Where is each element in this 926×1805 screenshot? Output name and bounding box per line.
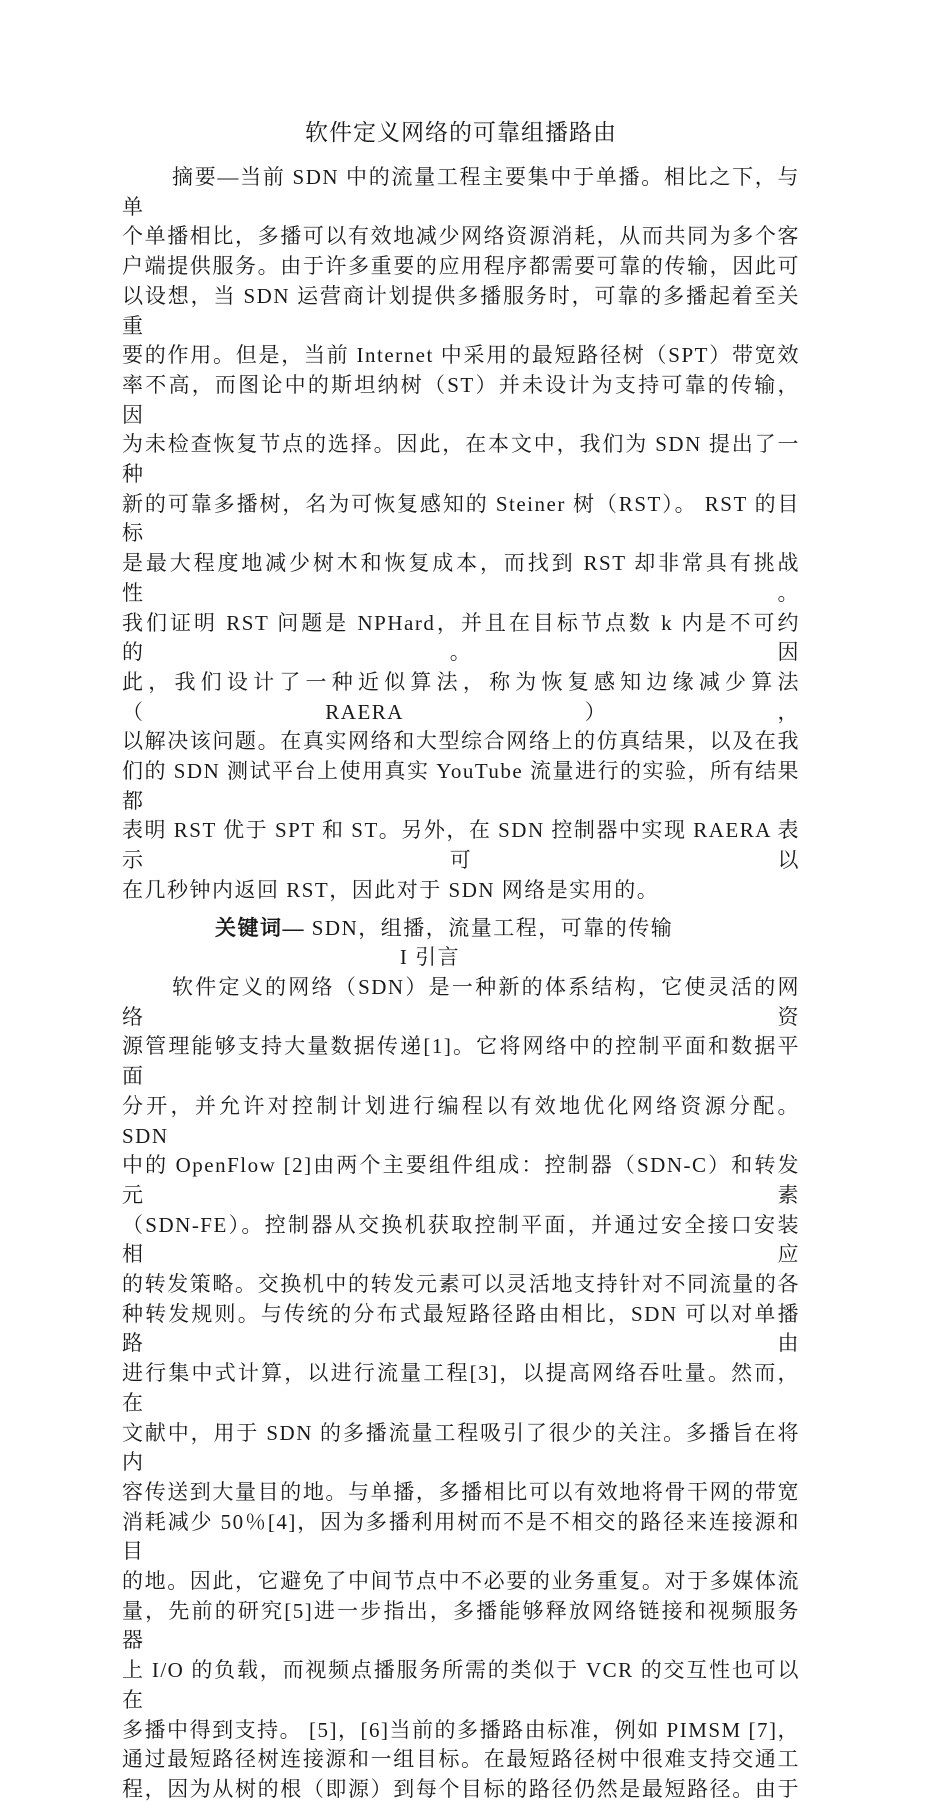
text-line: 此，我们设计了一种近似算法，称为恢复感知边缘减少算法（RAERA）， [122, 669, 800, 724]
text-line: 要的作用。但是，当前 Internet 中采用的最短路径树（SPT）带宽效 [122, 343, 800, 368]
text-line: 通过最短路径树连接源和一组目标。在最短路径树中很难支持交通工 [122, 1747, 800, 1772]
keywords-text: SDN，组播，流量工程，可靠的传输 [305, 915, 674, 940]
text-line: 以设想，当 SDN 运营商计划提供多播服务时，可靠的多播起着至关重 [122, 283, 800, 338]
text-line: 量，先前的研究[5]进一步指出，多播能够释放网络链接和视频服务器 [122, 1598, 800, 1653]
text-line: （SDN-FE）。控制器从交换机获取控制平面，并通过安全接口安装相应 [122, 1212, 800, 1267]
text-line: 我们证明 RST 问题是 NPHard，并且在目标节点数 k 内是不可约的。因 [122, 610, 800, 665]
text-line: 进行集中式计算，以进行流量工程[3]，以提高网络吞吐量。然而，在 [122, 1361, 800, 1415]
text-line: 新的可靠多播树，名为可恢复感知的 Steiner 树（RST）。 RST 的目标 [122, 491, 800, 546]
text-line: 中的 OpenFlow [2]由两个主要组件组成：控制器（SDN-C）和转发元素 [122, 1153, 800, 1207]
text-line: 个单播相比，多播可以有效地减少网络资源消耗，从而共同为多个客 [122, 224, 800, 249]
abstract-paragraph [122, 163, 800, 906]
text-line: 是最大程度地减少树木和恢复成本，而找到 RST 却非常具有挑战性。 [122, 551, 800, 605]
text-line: 率不高，而图论中的斯坦纳树（ST）并未设计为支持可靠的传输，因 [122, 372, 800, 427]
text-line: 摘要—当前 SDN 中的流量工程主要集中于单播。相比之下，与单 [122, 165, 800, 219]
text-line: 上 I/O 的负载，而视频点播服务所需的类似于 VCR 的交互性也可以在 [122, 1658, 800, 1712]
text-line: 源管理能够支持大量数据传递[1]。它将网络中的控制平面和数据平面 [122, 1034, 800, 1089]
text-line: 在几秒钟内返回 RST，因此对于 SDN 网络是实用的。 [122, 877, 660, 902]
text-line: 多播中得到支持。 [5]，[6]当前的多播路由标准，例如 PIMSM [7]， [122, 1717, 800, 1742]
text-line: 消耗减少 50％[4]，因为多播利用树而不是不相交的路径来连接源和目 [122, 1509, 800, 1564]
text-line: 程，因为从树的根（即源）到每个目标的路径仍然是最短路径。由于 [122, 1776, 800, 1801]
text-line: 以解决该问题。在真实网络和大型综合网络上的仿真结果，以及在我 [122, 729, 800, 754]
keywords-line [122, 914, 800, 944]
text-line: 容传送到大量目的地。与单播，多播相比可以有效地将骨干网的带宽 [122, 1479, 800, 1504]
page-content [122, 0, 800, 1805]
section-heading-introduction: I 引言 [399, 945, 461, 970]
text-line: 的转发策略。交换机中的转发元素可以灵活地支持针对不同流量的各 [122, 1272, 800, 1297]
text-line: 为未检查恢复节点的选择。因此，在本文中，我们为 SDN 提出了一种 [122, 432, 800, 487]
text-line: 文献中，用于 SDN 的多播流量工程吸引了很少的关注。多播旨在将内 [122, 1420, 800, 1475]
text-line: 表明 RST 优于 SPT 和 ST。另外，在 SDN 控制器中实现 RAERA 表示可以 [122, 818, 800, 873]
text-line: 的地。因此，它避免了中间节点中不必要的业务重复。对于多媒体流 [122, 1569, 800, 1594]
text-line: 们的 SDN 测试平台上使用真实 YouTube 流量进行的实验，所有结果都 [122, 759, 800, 813]
text-line: 户端提供服务。由于许多重要的应用程序都需要可靠的传输，因此可 [122, 254, 800, 279]
document-title: 软件定义网络的可靠组播路由 [305, 120, 617, 145]
text-line: 种转发规则。与传统的分布式最短路径路由相比，SDN 可以对单播路由 [122, 1301, 800, 1356]
text-line: 分开，并允许对控制计划进行编程以有效地优化网络资源分配。 SDN [122, 1093, 800, 1148]
keywords-label: 关键词— [215, 915, 305, 940]
text-line: 软件定义的网络（SDN）是一种新的体系结构，它使灵活的网络资 [122, 974, 800, 1029]
introduction-paragraph [122, 973, 800, 1805]
